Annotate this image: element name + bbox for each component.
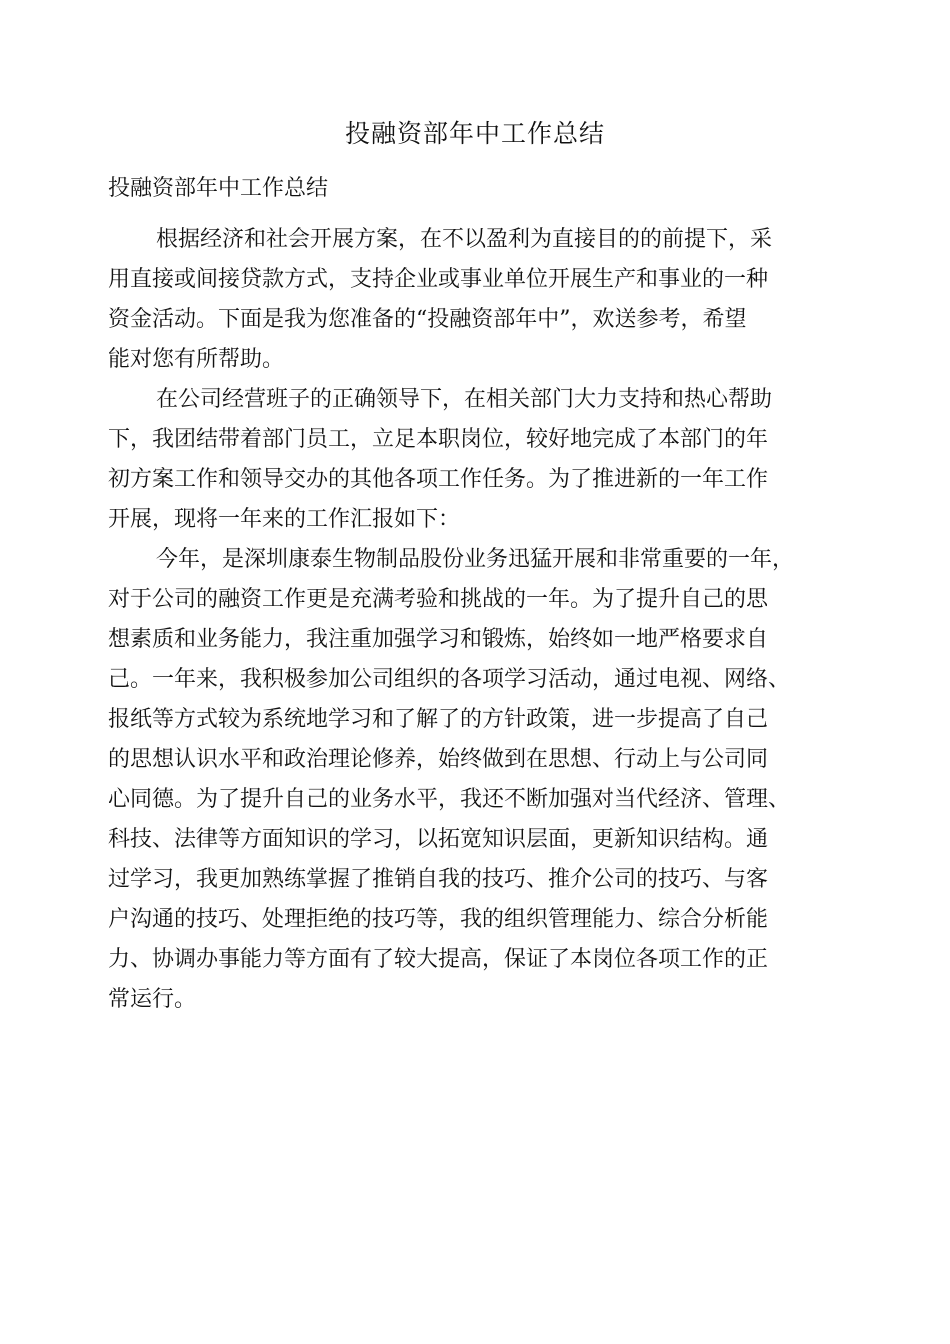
text-line: 根据经济和社会开展方案，在不以盈利为直接目的的前提下，采 [156, 227, 773, 252]
text-line: 科技、法律等方面知识的学习，以拓宽知识层面，更新知识结构。通 [108, 827, 769, 852]
text-line: 常运行。 [108, 987, 197, 1012]
text-line: 过学习，我更加熟练掌握了推销自我的技巧、推介公司的技巧、与客 [108, 867, 769, 892]
document-subtitle: 投融资部年中工作总结 [108, 176, 329, 201]
text-line: 在公司经营班子的正确领导下，在相关部门大力支持和热心帮助 [156, 387, 773, 412]
text-line: 想素质和业务能力，我注重加强学习和锻炼，始终如一地严格要求自 [108, 627, 769, 652]
text-line: 力、协调办事能力等方面有了较大提高，保证了本岗位各项工作的正 [108, 947, 769, 972]
text-line: 资金活动。下面是我为您准备的“投融资部年中”，欢送参考，希望 [108, 307, 747, 332]
text-line: 报纸等方式较为系统地学习和了解了的方针政策，进一步提高了自己 [108, 707, 769, 732]
document-title: 投融资部年中工作总结 [344, 119, 605, 148]
text-line: 己。一年来，我积极参加公司组织的各项学习活动，通过电视、网络、 [108, 667, 791, 692]
text-line: 开展，现将一年来的工作汇报如下： [108, 507, 461, 532]
text-line: 对于公司的融资工作更是充满考验和挑战的一年。为了提升自己的思 [108, 587, 769, 612]
paragraph-intro [108, 220, 838, 380]
paragraph-overview [108, 380, 838, 540]
text-line: 能对您有所帮助。 [108, 347, 285, 372]
text-line: 用直接或间接贷款方式，支持企业或事业单位开展生产和事业的一种 [108, 267, 769, 292]
paragraph-study [108, 540, 838, 1020]
text-line: 户沟通的技巧、处理拒绝的技巧等，我的组织管理能力、综合分析能 [108, 907, 769, 932]
text-line: 的思想认识水平和政治理论修养，始终做到在思想、行动上与公司同 [108, 747, 769, 772]
text-line: 下，我团结带着部门员工，立足本职岗位，较好地完成了本部门的年 [108, 427, 769, 452]
text-line: 初方案工作和领导交办的其他各项工作任务。为了推进新的一年工作 [108, 467, 769, 492]
document-body [108, 220, 838, 1020]
text-line: 心同德。为了提升自己的业务水平，我还不断加强对当代经济、管理、 [108, 787, 791, 812]
text-line: 今年，是深圳康泰生物制品股份业务迅猛开展和非常重要的一年， [156, 547, 795, 572]
